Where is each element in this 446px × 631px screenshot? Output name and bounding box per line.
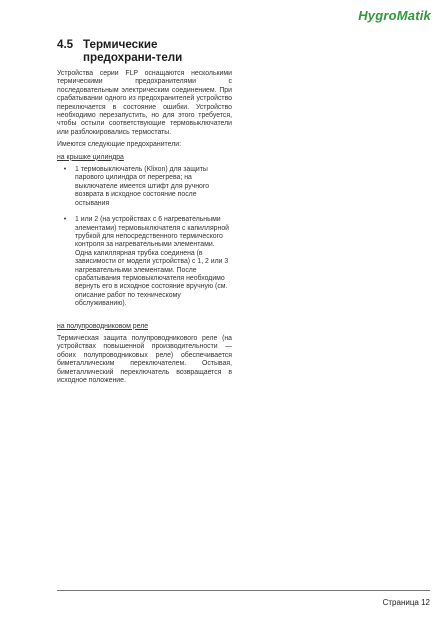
bullet-icon: • <box>63 216 67 224</box>
main-content <box>57 38 232 389</box>
section-title: Термические предохрани-тели <box>83 38 183 64</box>
page-number: Страница 12 <box>382 598 430 607</box>
footer-divider <box>57 590 430 591</box>
list-item <box>57 166 232 208</box>
section-number: 4.5 <box>57 38 74 51</box>
relay-paragraph: Термическая защита полупроводникового реле (на устройствах повышенной производительности — обоих полупроводниковых реле) обеспечивается биметаллическим переключателем. Остывая, биметаллический переключатель возвращается в исходное положение. <box>57 334 232 384</box>
relay-subheading: на полупроводниковом реле <box>57 322 149 330</box>
cylinder-subheading: на крышке цилиндра <box>57 153 124 161</box>
list-item-text: 1 термовыключатель (Klixon) для защиты парового цилиндра от перегрева; на выключателе имеется штифт для ручного возврата в исходное состояние после остывания <box>75 166 210 207</box>
intro-paragraph: Устройства серии FLP оснащаются несколькими термическими предохранителями с последовательным электрическим соединением. При срабатывании одного из предохранителей устройство переключается в состояние ошибки. Устройство необходимо перезапустить, но для этого требуется, чтобы остыли соответствующие термовыключатели или разблокировались термостаты. <box>57 70 232 136</box>
list-intro-paragraph: Имеются следующие предохранители: <box>57 141 182 149</box>
logo-text: HygroMatik <box>358 8 431 23</box>
bullet-icon: • <box>63 166 67 174</box>
section-heading <box>57 38 232 64</box>
list-item-text: 1 или 2 (на устройствах с 6 нагревательными элементами) термовыключателя с капиллярной трубкой для непосредственного термического контроля за нагревательными элементами. Одна капиллярная трубка соединена (в зависимости от модели устройства) с 1, 2 или 3 нагревательными элементами. После срабатывания термовыключателя необходимо вернуть его в исходное состояние вручную (см. описание работ по техническому обслуживанию). <box>75 216 230 308</box>
cylinder-bullet-list <box>57 166 232 309</box>
brand-logo <box>358 8 431 23</box>
list-item <box>57 216 232 308</box>
